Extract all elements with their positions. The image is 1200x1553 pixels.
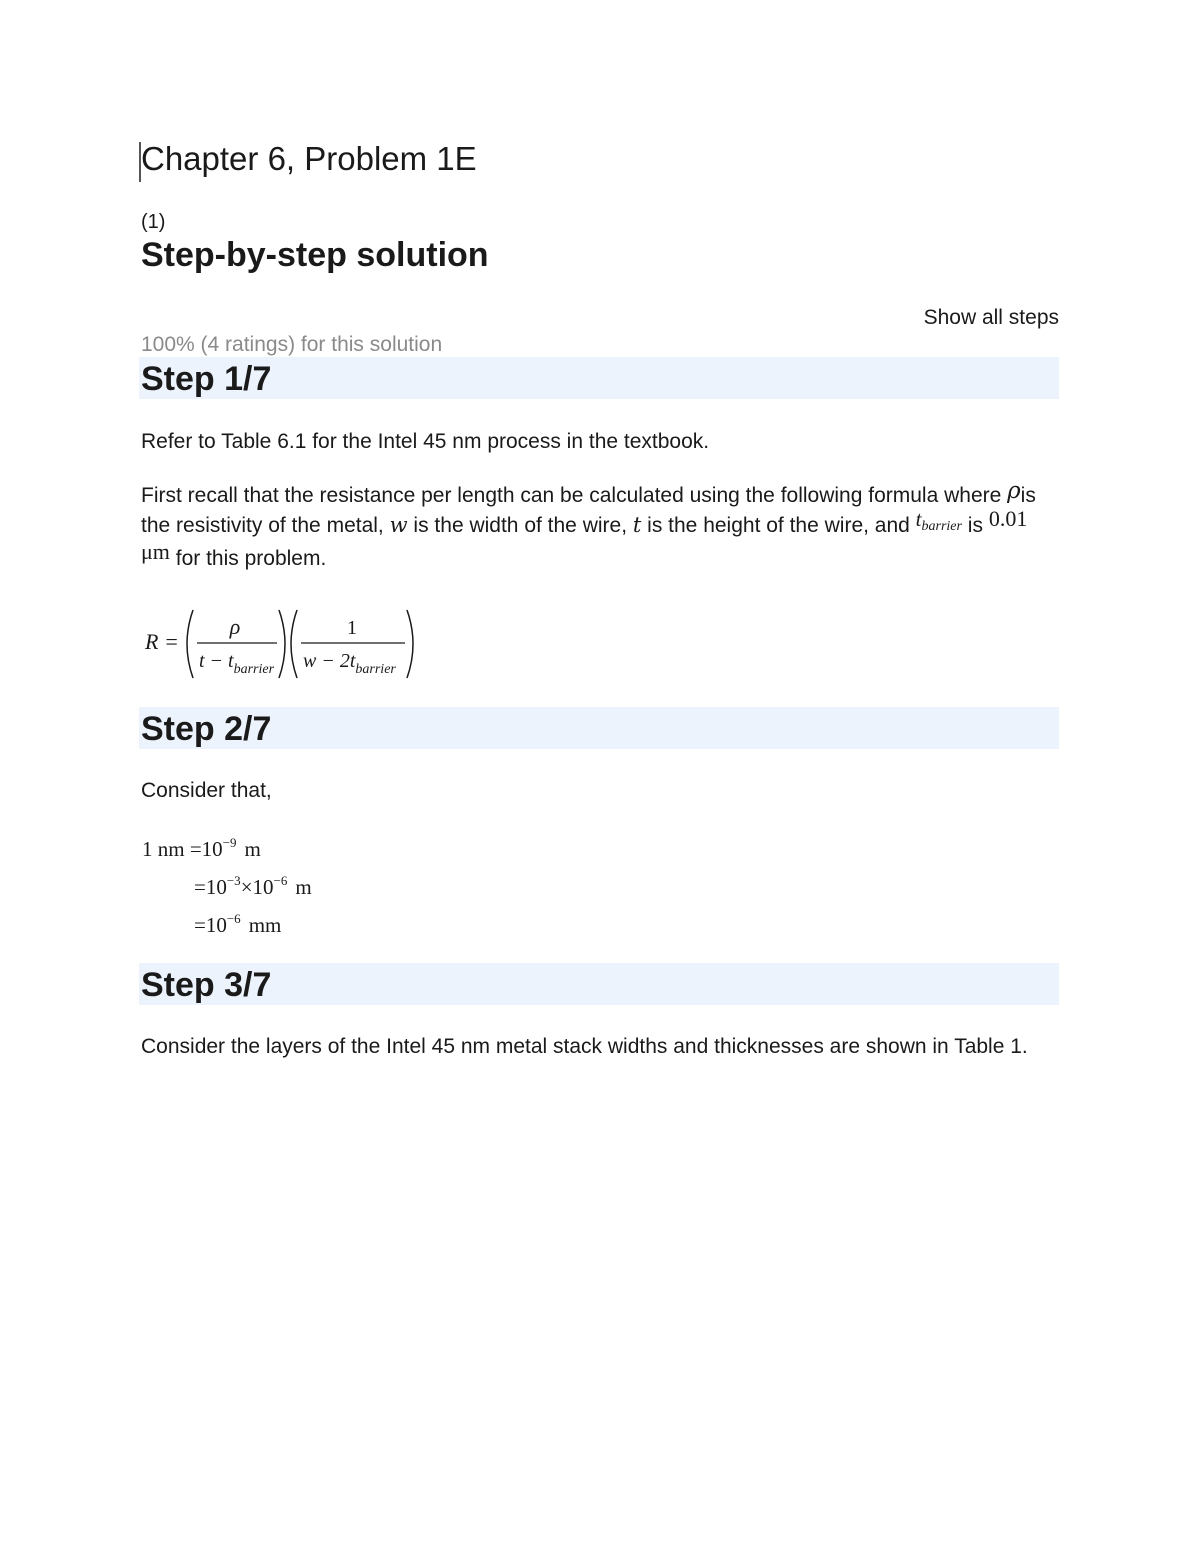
conversion-line-3-exp: −6 bbox=[226, 911, 241, 926]
t-barrier-subscript: barrier bbox=[921, 519, 962, 534]
step-1-paragraph-2 bbox=[141, 478, 1056, 573]
step-1-text-f: for this problem. bbox=[169, 547, 327, 570]
conversion-line-2-unit: m bbox=[295, 875, 312, 899]
conversion-line-2-a: =10 bbox=[194, 875, 227, 899]
formula-numerator-1: ρ bbox=[229, 614, 241, 639]
chapter-title: Chapter 6, Problem 1E bbox=[141, 140, 477, 177]
step-2-paragraph-1: Consider that, bbox=[141, 779, 272, 802]
step-1-header bbox=[139, 357, 1059, 399]
formula-lhs: R = bbox=[145, 629, 179, 654]
t-symbol: t bbox=[632, 513, 642, 537]
formula-denominator-2 bbox=[303, 650, 396, 677]
step-3-paragraph-1: Consider the layers of the Intel 45 nm metal stack widths and thicknesses are shown in Table 1. bbox=[141, 1035, 1028, 1058]
conversion-line-2 bbox=[194, 873, 312, 899]
t-barrier-symbol bbox=[915, 507, 962, 534]
unit-conversion bbox=[141, 832, 401, 942]
solution-rating: 100% (4 ratings) for this solution bbox=[141, 333, 443, 356]
step-1-text-d: is the height of the wire, and bbox=[641, 514, 916, 537]
formula-paren-open-1 bbox=[187, 610, 193, 678]
step-2-title: Step 2/7 bbox=[141, 710, 272, 748]
step-2-header bbox=[139, 707, 1059, 749]
conversion-line-3-a: =10 bbox=[194, 913, 227, 937]
step-1-paragraph-1: Refer to Table 6.1 for the Intel 45 nm process in the textbook. bbox=[141, 430, 710, 453]
step-1-text-b: is the resistivity of the metal, bbox=[141, 484, 1036, 537]
formula-numerator-2: 1 bbox=[347, 617, 357, 639]
formula-denominator-1 bbox=[199, 650, 275, 677]
solution-count: (1) bbox=[141, 211, 166, 233]
barrier-value: 0.01 μm bbox=[141, 506, 1028, 564]
conversion-line-3 bbox=[194, 911, 281, 937]
conversion-line-2-b: ×10 bbox=[240, 875, 274, 899]
step-1-text-e: is bbox=[961, 514, 989, 537]
formula-paren-open-2 bbox=[291, 610, 297, 678]
formula-denominator-1-base: t − t bbox=[199, 650, 234, 672]
formula-paren-close-2 bbox=[407, 610, 413, 678]
formula-paren-close-1 bbox=[279, 610, 285, 678]
step-1-text-a: First recall that the resistance per length can be calculated using the following formula where bbox=[141, 484, 1008, 507]
step-1-text-c: is the width of the wire, bbox=[407, 514, 633, 537]
step-1-title: Step 1/7 bbox=[141, 360, 272, 398]
t-barrier-base: t bbox=[915, 507, 922, 531]
show-all-steps-link[interactable]: Show all steps bbox=[923, 306, 1059, 329]
step-3-title: Step 3/7 bbox=[141, 966, 272, 1004]
conversion-line-1-base: 1 nm =10 bbox=[142, 837, 223, 861]
formula-denominator-1-sub: barrier bbox=[233, 662, 275, 677]
conversion-line-1 bbox=[142, 835, 261, 861]
w-symbol: w bbox=[389, 513, 408, 537]
conversion-line-2-exp2: −6 bbox=[273, 873, 288, 888]
solution-heading: Step-by-step solution bbox=[141, 236, 489, 274]
conversion-line-3-unit: mm bbox=[248, 913, 282, 937]
formula-denominator-2-base: w − 2t bbox=[303, 650, 356, 672]
conversion-line-1-unit: m bbox=[244, 837, 261, 861]
rho-symbol: ρ bbox=[1007, 478, 1021, 504]
resistance-formula bbox=[141, 604, 431, 684]
conversion-line-1-exp: −9 bbox=[222, 835, 237, 850]
step-3-header bbox=[139, 963, 1059, 1005]
formula-denominator-2-sub: barrier bbox=[355, 662, 396, 677]
conversion-line-2-exp1: −3 bbox=[226, 873, 241, 888]
